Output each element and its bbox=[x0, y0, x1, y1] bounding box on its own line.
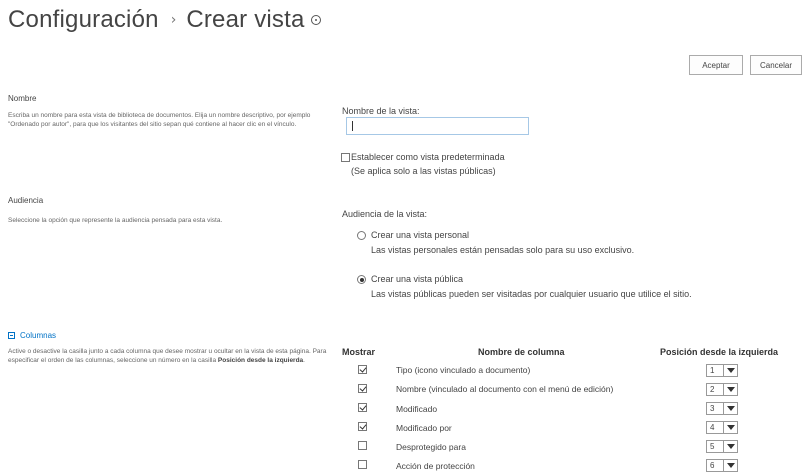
chevron-down-icon bbox=[723, 384, 737, 395]
column-name: Desprotegido para bbox=[396, 442, 466, 452]
info-icon[interactable] bbox=[311, 15, 321, 25]
chevron-down-icon bbox=[723, 365, 737, 376]
column-show-checkbox[interactable] bbox=[358, 422, 367, 431]
column-show-checkbox[interactable] bbox=[358, 403, 367, 412]
column-name: Modificado por bbox=[396, 423, 452, 433]
column-show-checkbox[interactable] bbox=[358, 441, 367, 450]
page-title-text: Crear vista bbox=[186, 6, 305, 33]
column-name: Modificado bbox=[396, 404, 438, 414]
column-position-select[interactable]: 5 bbox=[706, 440, 738, 453]
column-position-select[interactable]: 2 bbox=[706, 383, 738, 396]
column-position-select[interactable]: 3 bbox=[706, 402, 738, 415]
ok-button[interactable]: Aceptar bbox=[689, 55, 743, 75]
view-name-input[interactable] bbox=[346, 117, 529, 135]
page-title bbox=[8, 6, 321, 36]
chevron-down-icon bbox=[723, 460, 737, 471]
column-show-checkbox[interactable] bbox=[358, 384, 367, 393]
column-show-checkbox[interactable] bbox=[358, 460, 367, 469]
personal-view-note: Las vistas personales están pensadas solo para su uso exclusivo. bbox=[371, 245, 635, 255]
column-name: Nombre (vinculado al documento con el menú de edición) bbox=[396, 384, 614, 394]
breadcrumb-separator: › bbox=[170, 12, 177, 28]
column-position-select[interactable]: 6 bbox=[706, 459, 738, 472]
columns-section-description: Active o desactive la casilla junto a cada columna que desee mostrar u ocultar en la vista de esta página. Para especificar el orden de las columnas, seleccione un número en la casilla Posición desde la izquierda. bbox=[8, 348, 327, 364]
audience-section-description: Seleccione la opción que represente la audiencia pensada para esta vista. bbox=[8, 217, 223, 224]
column-position-select[interactable]: 4 bbox=[706, 421, 738, 434]
public-view-label: Crear una vista pública bbox=[371, 274, 464, 284]
column-header-position: Posición desde la izquierda bbox=[660, 347, 779, 357]
public-view-radio[interactable] bbox=[357, 275, 366, 284]
personal-view-label: Crear una vista personal bbox=[371, 230, 470, 240]
name-section-heading: Nombre bbox=[8, 94, 37, 103]
column-show-checkbox[interactable] bbox=[358, 365, 367, 374]
audience-label: Audiencia de la vista: bbox=[342, 209, 428, 219]
personal-view-radio[interactable] bbox=[357, 231, 366, 240]
chevron-down-icon bbox=[723, 403, 737, 414]
column-name: Tipo (icono vinculado a documento) bbox=[396, 365, 531, 375]
public-view-note: Las vistas públicas pueden ser visitadas por cualquier usuario que utilice el sitio. bbox=[371, 289, 692, 299]
cancel-button[interactable]: Cancelar bbox=[750, 55, 802, 75]
column-header-show: Mostrar bbox=[342, 347, 376, 357]
columns-section-toggle[interactable] bbox=[8, 331, 56, 340]
breadcrumb-parent[interactable]: Configuración bbox=[8, 6, 159, 33]
view-name-label: Nombre de la vista: bbox=[342, 106, 420, 116]
chevron-down-icon bbox=[723, 422, 737, 433]
column-header-name: Nombre de columna bbox=[478, 347, 565, 357]
chevron-down-icon bbox=[723, 441, 737, 452]
collapse-icon bbox=[8, 332, 15, 339]
audience-section-heading: Audiencia bbox=[8, 196, 44, 205]
name-section-description: Escriba un nombre para esta vista de biblioteca de documentos. Elija un nombre descriptivo, por ejemplo "Ordenado por autor", para que los visitantes del sitio sepan qué contiene al hacer clic en el vínculo. bbox=[8, 112, 311, 128]
default-view-label: Establecer como vista predeterminada bbox=[351, 152, 505, 162]
default-view-note: (Se aplica solo a las vistas públicas) bbox=[351, 166, 496, 176]
default-view-checkbox[interactable] bbox=[341, 153, 350, 162]
column-name: Acción de protección bbox=[396, 461, 475, 471]
columns-section-heading: Columnas bbox=[20, 331, 57, 340]
column-position-select[interactable]: 1 bbox=[706, 364, 738, 377]
